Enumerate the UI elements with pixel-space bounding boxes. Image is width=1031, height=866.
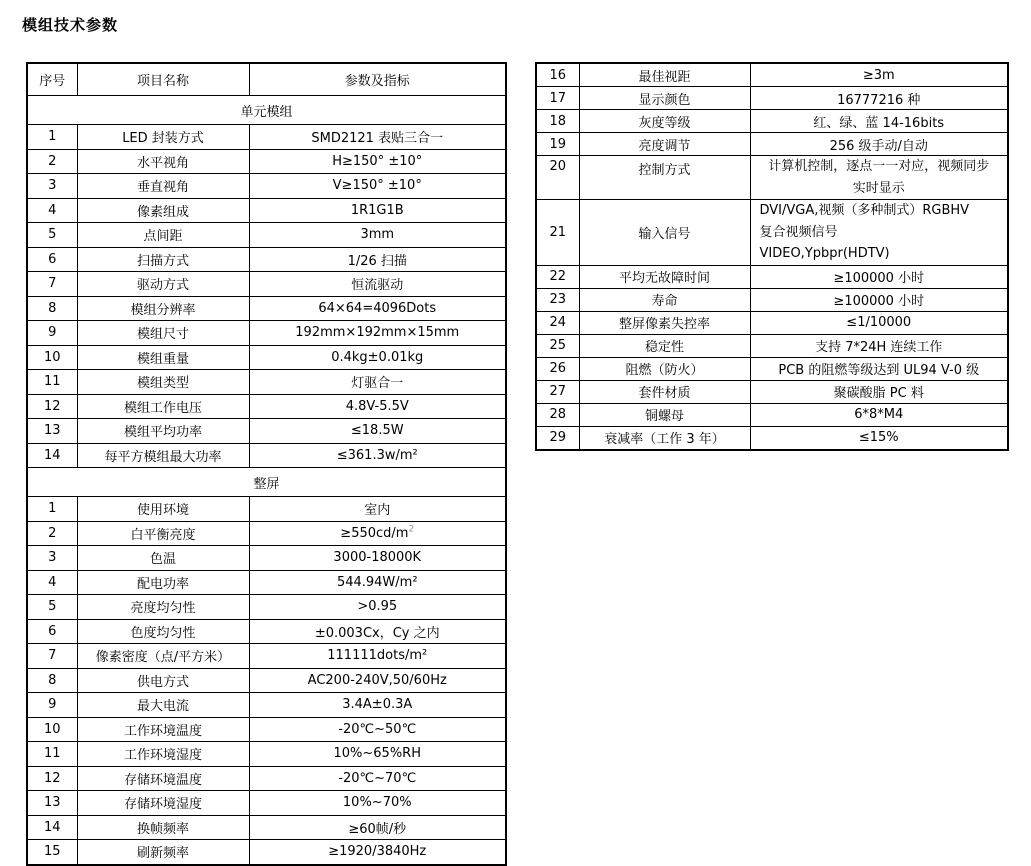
- section-title: 单元模组: [27, 96, 506, 125]
- row-item-name: 换帧频率: [77, 815, 249, 840]
- table-row: [27, 149, 506, 174]
- row-index: 3: [27, 546, 77, 571]
- row-item-name: 稳定性: [579, 334, 750, 357]
- row-index: 9: [27, 693, 77, 718]
- row-value: AC200-240V,50/60Hz: [249, 668, 506, 693]
- row-value: 3mm: [249, 223, 506, 248]
- table-row: [27, 419, 506, 444]
- table-row: [27, 345, 506, 370]
- table-row: [27, 815, 506, 840]
- row-value: ≥100000 小时: [750, 288, 1008, 311]
- row-value: $\ge 550cd/m^2$: [249, 521, 506, 546]
- row-value: 支持 7*24H 连续工作: [750, 334, 1008, 357]
- table-row: [536, 156, 1008, 200]
- row-item-name: 模组平均功率: [77, 419, 249, 444]
- table-row: [27, 546, 506, 571]
- row-index: 2: [27, 149, 77, 174]
- table-row: [536, 311, 1008, 334]
- row-item-name: 刷新频率: [77, 840, 249, 865]
- row-item-name: 色温: [77, 546, 249, 571]
- column-header-value: 参数及指标: [249, 63, 506, 96]
- row-index: 26: [536, 357, 579, 380]
- row-item-name: 垂直视角: [77, 174, 249, 199]
- table-row: [27, 223, 506, 248]
- table-row: [27, 644, 506, 669]
- row-value: 3.4A±0.3A: [249, 693, 506, 718]
- table-row: [27, 668, 506, 693]
- row-value-line: DVI/VGA,视频（多种制式）RGBHV: [759, 203, 970, 218]
- row-value: ≤18.5W: [249, 419, 506, 444]
- row-index: 1: [27, 125, 77, 150]
- table-header-row: [27, 63, 506, 96]
- row-value: 10%~65%RH: [249, 742, 506, 767]
- column-header-index: 序号: [27, 63, 77, 96]
- row-item-name: 整屏像素失控率: [579, 311, 750, 334]
- section-row: [27, 468, 506, 497]
- left-table-body: [27, 96, 506, 865]
- row-item-name: 阻燃（防火）: [579, 357, 750, 380]
- row-value: 1/26 扫描: [249, 247, 506, 272]
- row-item-name: 衰减率（工作 3 年）: [579, 426, 750, 450]
- row-value: 4.8V-5.5V: [249, 394, 506, 419]
- row-index: 10: [27, 345, 77, 370]
- table-row: [27, 198, 506, 223]
- table-row: [27, 693, 506, 718]
- table-row: [27, 570, 506, 595]
- row-index: 18: [536, 110, 579, 133]
- row-item-name: 工作环境温度: [77, 717, 249, 742]
- row-item-name: 使用环境: [77, 497, 249, 522]
- row-value: 3000-18000K: [249, 546, 506, 571]
- row-value: 1R1G1B: [249, 198, 506, 223]
- row-value: 256 级手动/自动: [750, 133, 1008, 156]
- table-row: [536, 334, 1008, 357]
- row-index: 27: [536, 380, 579, 403]
- row-index: 14: [27, 443, 77, 468]
- row-value: -20℃~50℃: [249, 717, 506, 742]
- section-row: [27, 96, 506, 125]
- row-value: ±0.003Cx，Cy 之内: [249, 619, 506, 644]
- row-index: 2: [27, 521, 77, 546]
- row-item-name: 模组分辨率: [77, 296, 249, 321]
- row-index: 6: [27, 619, 77, 644]
- row-item-name: 配电功率: [77, 570, 249, 595]
- row-index: 12: [27, 766, 77, 791]
- row-value: 16777216 种: [750, 87, 1008, 110]
- unit-module-parameters-table: [26, 62, 507, 866]
- row-item-name: 白平衡亮度: [77, 521, 249, 546]
- table-row: [27, 595, 506, 620]
- row-index: 11: [27, 742, 77, 767]
- row-index: 10: [27, 717, 77, 742]
- row-item-name: 最佳视距: [579, 63, 750, 87]
- table-row: [536, 200, 1008, 266]
- table-row: [536, 380, 1008, 403]
- row-index: 12: [27, 394, 77, 419]
- row-index: 28: [536, 403, 579, 426]
- row-value-line: 实时显示: [852, 180, 905, 196]
- table-row: [27, 443, 506, 468]
- row-item-name: 存储环境温度: [77, 766, 249, 791]
- full-screen-parameters-table: [535, 62, 1009, 451]
- table-row: [536, 426, 1008, 450]
- row-item-name: 亮度均匀性: [77, 595, 249, 620]
- row-item-name: 存储环境湿度: [77, 791, 249, 816]
- table-row: [27, 296, 506, 321]
- row-index: 5: [27, 595, 77, 620]
- table-row: [27, 791, 506, 816]
- row-index: 15: [27, 840, 77, 865]
- table-row: [536, 288, 1008, 311]
- row-index: 6: [27, 247, 77, 272]
- row-item-name: 铜螺母: [579, 403, 750, 426]
- table-row: [536, 403, 1008, 426]
- row-value: ≥3m: [750, 63, 1008, 87]
- row-item-name: 像素密度（点/平方米）: [77, 644, 249, 669]
- row-value: 恒流驱动: [249, 272, 506, 297]
- table-row: [27, 125, 506, 150]
- row-value: ≤1/10000: [750, 311, 1008, 334]
- table-row: [536, 87, 1008, 110]
- table-row: [27, 174, 506, 199]
- row-index: 17: [536, 87, 579, 110]
- row-index: 4: [27, 198, 77, 223]
- row-value: >0.95: [249, 595, 506, 620]
- row-value-line: 计算机控制，逐点一一对应，视频同步: [768, 159, 990, 174]
- row-item-name: 输入信号: [579, 200, 750, 266]
- row-item-name: 驱动方式: [77, 272, 249, 297]
- row-index: 19: [536, 133, 579, 156]
- row-value-line: 复合视频信号: [759, 224, 838, 240]
- row-value: ≤15%: [750, 426, 1008, 450]
- row-item-name: 套件材质: [579, 380, 750, 403]
- row-index: 24: [536, 311, 579, 334]
- row-value: [750, 200, 1008, 266]
- page-title: 模组技术参数: [22, 16, 119, 34]
- row-item-name: 控制方式: [579, 156, 750, 200]
- table-row: [536, 357, 1008, 380]
- row-index: 20: [536, 156, 579, 200]
- row-index: 11: [27, 370, 77, 395]
- row-value: 192mm×192mm×15mm: [249, 321, 506, 346]
- row-index: 3: [27, 174, 77, 199]
- table-row: [536, 110, 1008, 133]
- row-index: 23: [536, 288, 579, 311]
- column-header-name: 项目名称: [77, 63, 249, 96]
- row-index: 22: [536, 265, 579, 288]
- row-index: 14: [27, 815, 77, 840]
- row-index: 4: [27, 570, 77, 595]
- row-value: 64×64=4096Dots: [249, 296, 506, 321]
- row-value: [750, 156, 1008, 200]
- row-item-name: 模组尺寸: [77, 321, 249, 346]
- table-row: [27, 247, 506, 272]
- row-value: ≥100000 小时: [750, 265, 1008, 288]
- table-row: [27, 370, 506, 395]
- row-index: 13: [27, 791, 77, 816]
- row-value: V≥150° ±10°: [249, 174, 506, 199]
- row-item-name: 每平方模组最大功率: [77, 443, 249, 468]
- right-table-body: [536, 63, 1008, 450]
- row-item-name: 供电方式: [77, 668, 249, 693]
- table-row: [27, 394, 506, 419]
- row-value: ≥60帧/秒: [249, 815, 506, 840]
- table-row: [27, 321, 506, 346]
- table-row: [536, 265, 1008, 288]
- row-item-name: 模组工作电压: [77, 394, 249, 419]
- row-value: 6*8*M4: [750, 403, 1008, 426]
- table-row: [27, 272, 506, 297]
- row-index: 9: [27, 321, 77, 346]
- table-row: [27, 717, 506, 742]
- row-value: 0.4kg±0.01kg: [249, 345, 506, 370]
- row-value: -20℃~70℃: [249, 766, 506, 791]
- table-row: [536, 63, 1008, 87]
- row-item-name: 寿命: [579, 288, 750, 311]
- section-title: 整屏: [27, 468, 506, 497]
- row-item-name: 最大电流: [77, 693, 249, 718]
- row-value-line: VIDEO,Ypbpr(HDTV): [759, 246, 890, 261]
- row-item-name: 扫描方式: [77, 247, 249, 272]
- table-row: [27, 497, 506, 522]
- row-item-name: 水平视角: [77, 149, 249, 174]
- row-value: PCB 的阻燃等级达到 UL94 V-0 级: [750, 357, 1008, 380]
- row-item-name: 色度均匀性: [77, 619, 249, 644]
- row-index: 16: [536, 63, 579, 87]
- row-index: 5: [27, 223, 77, 248]
- row-item-name: 点间距: [77, 223, 249, 248]
- row-item-name: LED 封装方式: [77, 125, 249, 150]
- row-value: ≥1920/3840Hz: [249, 840, 506, 865]
- table-row: [27, 521, 506, 546]
- table-row: [27, 840, 506, 865]
- table-row: [27, 619, 506, 644]
- row-value: SMD2121 表贴三合一: [249, 125, 506, 150]
- superscript: 2: [408, 524, 415, 535]
- row-index: 7: [27, 272, 77, 297]
- row-index: 1: [27, 497, 77, 522]
- row-value: ≤361.3w/m²: [249, 443, 506, 468]
- row-index: 13: [27, 419, 77, 444]
- row-index: 25: [536, 334, 579, 357]
- row-value: H≥150° ±10°: [249, 149, 506, 174]
- row-value: 111111dots/m²: [249, 644, 506, 669]
- row-value: 室内: [249, 497, 506, 522]
- row-index: 21: [536, 200, 579, 266]
- row-value: 红、绿、蓝 14-16bits: [750, 110, 1008, 133]
- table-row: [27, 766, 506, 791]
- row-index: 8: [27, 296, 77, 321]
- row-value: 灯驱合一: [249, 370, 506, 395]
- row-item-name: 平均无故障时间: [579, 265, 750, 288]
- row-item-name: 模组类型: [77, 370, 249, 395]
- row-item-name: 灰度等级: [579, 110, 750, 133]
- row-item-name: 显示颜色: [579, 87, 750, 110]
- row-item-name: 工作环境湿度: [77, 742, 249, 767]
- row-index: 8: [27, 668, 77, 693]
- table-row: [536, 133, 1008, 156]
- row-item-name: 模组重量: [77, 345, 249, 370]
- row-item-name: 亮度调节: [579, 133, 750, 156]
- row-value: 10%~70%: [249, 791, 506, 816]
- row-item-name: 像素组成: [77, 198, 249, 223]
- row-index: 29: [536, 426, 579, 450]
- row-value: 聚碳酸脂 PC 料: [750, 380, 1008, 403]
- row-value: 544.94W/m²: [249, 570, 506, 595]
- table-row: [27, 742, 506, 767]
- row-index: 7: [27, 644, 77, 669]
